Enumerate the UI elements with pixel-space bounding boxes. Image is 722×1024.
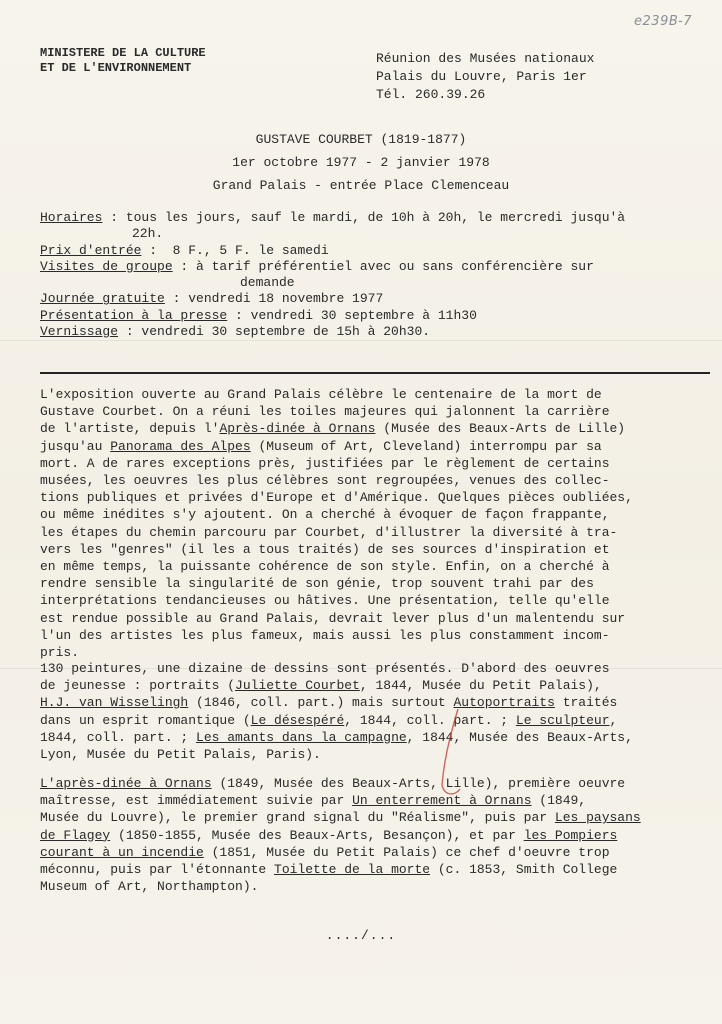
info-label: Journée gratuite (40, 291, 165, 307)
text-run: (1850-1855, Musée des Beaux-Arts, Besançon), et par (110, 827, 524, 843)
text-line (40, 420, 712, 437)
artwork-title: de Flagey (40, 827, 111, 843)
info-value: : vendredi 18 novembre 1977 (164, 291, 384, 307)
text-run: 1844, coll. part. ; (40, 729, 197, 745)
text-run: (1846, coll. part.) mais surtout (188, 695, 454, 711)
info-value: : vendredi 30 septembre de 15h à 20h30. (118, 324, 431, 340)
artwork-title: H.J. van Wisselingh (40, 695, 189, 711)
info-label: Horaires (40, 210, 103, 225)
artwork-title: Les paysans (554, 810, 641, 826)
text-run: maîtresse, est immédiatement suivie par (40, 793, 353, 809)
text-run: de l'artiste, depuis l' (40, 421, 220, 437)
text-line: les étapes du chemin parcouru par Courbet, d'illustrer la diversité à tra- (40, 524, 618, 540)
info-presentation (40, 308, 710, 324)
text-run: , 1844, Musée du Petit Palais), (359, 678, 602, 694)
info-visites (40, 259, 710, 275)
exhibition-dates: 1er octobre 1977 - 2 janvier 1978 (232, 155, 490, 170)
text-line: musées, les oeuvres les plus célèbres sont regroupées, venues des collec- (40, 473, 610, 489)
paragraph-intro (40, 386, 712, 661)
paragraph-works (40, 660, 712, 763)
text-line (40, 677, 712, 694)
text-line (40, 861, 712, 878)
text-run: de jeunesse : portraits ( (40, 678, 236, 694)
text-line: Museum of Art, Northampton). (40, 879, 259, 895)
artwork-title: L'après-dinée à Ornans (40, 776, 212, 791)
text-line: pris. (40, 645, 80, 661)
archive-reference-code: e239B-7 (634, 14, 692, 29)
artwork-title: Un enterrement à Ornans (352, 793, 532, 809)
text-line: en même temps, la puissante cohérence de son style. Enfin, on a cherché à (40, 559, 610, 575)
info-value: : vendredi 30 septembre à 11h30 (227, 307, 477, 323)
text-line: est rendue possible au Grand Palais, devrait lever plus d'un malentendu sur (40, 610, 626, 626)
text-line: rendre sensible la singularité de son génie, trop souvent trahi par des (40, 576, 594, 592)
text-run: (1849, (531, 793, 587, 809)
exhibition-venue: Grand Palais - entrée Place Clemenceau (212, 178, 510, 193)
museum-phone: Tél. 260.39.26 (376, 87, 486, 102)
text-run: traités (554, 695, 618, 711)
text-run: (Musée des Beaux-Arts de Lille) (375, 421, 626, 437)
text-line (40, 844, 712, 861)
ministry-line: ET DE L'ENVIRONNEMENT (40, 61, 192, 75)
artwork-title: Autoportraits (453, 695, 555, 711)
text-run: jusqu'au (40, 438, 111, 454)
info-label: Prix d'entrée (40, 242, 142, 258)
text-line (40, 792, 712, 809)
text-run: Musée du Louvre), le premier grand signal du "Réalisme", puis par (40, 810, 555, 826)
info-label: Visites de groupe (40, 258, 173, 274)
info-value: : 8 F., 5 F. le samedi (141, 242, 329, 258)
artwork-title: Les amants dans la campagne (196, 729, 407, 745)
text-line (40, 827, 712, 844)
red-pencil-mark (420, 705, 480, 825)
museum-line: Palais du Louvre, Paris 1er (376, 69, 587, 84)
text-line (40, 712, 712, 729)
continued-marker: ..../... (325, 928, 397, 943)
ministry-header (40, 46, 206, 76)
artwork-title: Juliette Courbet (235, 678, 360, 694)
museum-address (376, 50, 594, 104)
text-line: tions publiques et privées d'Europe et d'Amérique. Quelques pièces oubliées, (40, 490, 633, 506)
info-horaires-cont: 22h. (132, 226, 164, 242)
exhibition-title: GUSTAVE COURBET (1819-1877) (255, 132, 467, 147)
text-line: interprétations tendancieuses ou hâtives. Une présentation, telle qu'elle (40, 593, 610, 609)
paragraph-masterpieces (40, 775, 712, 895)
text-run: , 1844, coll. part. ; (344, 712, 516, 728)
text-line (40, 694, 712, 711)
text-line: vers les "genres" (il les a tous traités) de ses sources d'inspiration et (40, 541, 610, 557)
text-run: dans un esprit romantique ( (40, 712, 251, 728)
info-prix (40, 243, 710, 259)
ministry-line: MINISTERE DE LA CULTURE (40, 46, 206, 60)
artwork-title: les Pompiers (523, 827, 618, 843)
info-label: Présentation à la presse (40, 307, 228, 323)
info-label: Vernissage (40, 324, 119, 340)
text-line: 130 peintures, une dizaine de dessins sont présentés. D'abord des oeuvres (40, 661, 610, 676)
artwork-title: Le désespéré (250, 712, 345, 728)
artwork-title: Le sculpteur (515, 712, 610, 728)
artwork-title: Toilette de la morte (274, 862, 431, 878)
artwork-title: courant à un incendie (40, 844, 204, 860)
text-line (40, 809, 712, 826)
text-line: Lyon, Musée du Petit Palais, Paris). (40, 747, 321, 763)
text-line (40, 438, 712, 455)
text-line: l'un des artistes les plus fameux, mais aussi les plus constamment incom- (40, 627, 610, 643)
section-divider (40, 372, 710, 374)
artwork-title: Après-dinée à Ornans (219, 421, 376, 437)
text-run: (Museum of Art, Cleveland) interrompu par sa (250, 438, 602, 454)
info-visites-cont: demande (240, 275, 295, 291)
exhibition-heading (0, 128, 722, 197)
text-line (40, 775, 712, 792)
text-run: , (609, 712, 618, 728)
artwork-title: Panorama des Alpes (110, 438, 251, 454)
info-value: : tous les jours, sauf le mardi, de 10h à 20h, le mercredi jusqu'à (102, 210, 626, 225)
text-line (40, 729, 712, 746)
text-run: (1849, Musée des Beaux-Arts, Lille), première oeuvre (211, 776, 626, 791)
text-run: (1851, Musée du Petit Palais) ce chef d'oeuvre trop (203, 844, 610, 860)
text-run: méconnu, puis par l'étonnante (40, 862, 275, 878)
museum-line: Réunion des Musées nationaux (376, 51, 595, 66)
practical-info (40, 210, 710, 340)
text-run: (c. 1853, Smith College (430, 862, 618, 878)
text-run: , 1844, Musée des Beaux-Arts, (406, 729, 633, 745)
text-line: L'exposition ouverte au Grand Palais célèbre le centenaire de la mort de (40, 387, 602, 402)
info-horaires (40, 210, 710, 226)
text-line: Gustave Courbet. On a réuni les toiles majeures qui jalonnent la carrière (40, 404, 610, 420)
info-journee (40, 291, 710, 307)
info-value: : à tarif préférentiel avec ou sans conférencière sur (172, 258, 594, 274)
text-line: mort. A de rares exceptions près, justifiées par le règlement de certains (40, 455, 610, 471)
info-vernissage (40, 324, 710, 340)
text-line: ou même inédites s'y ajoutent. On a cherché à évoquer de façon frappante, (40, 507, 610, 523)
